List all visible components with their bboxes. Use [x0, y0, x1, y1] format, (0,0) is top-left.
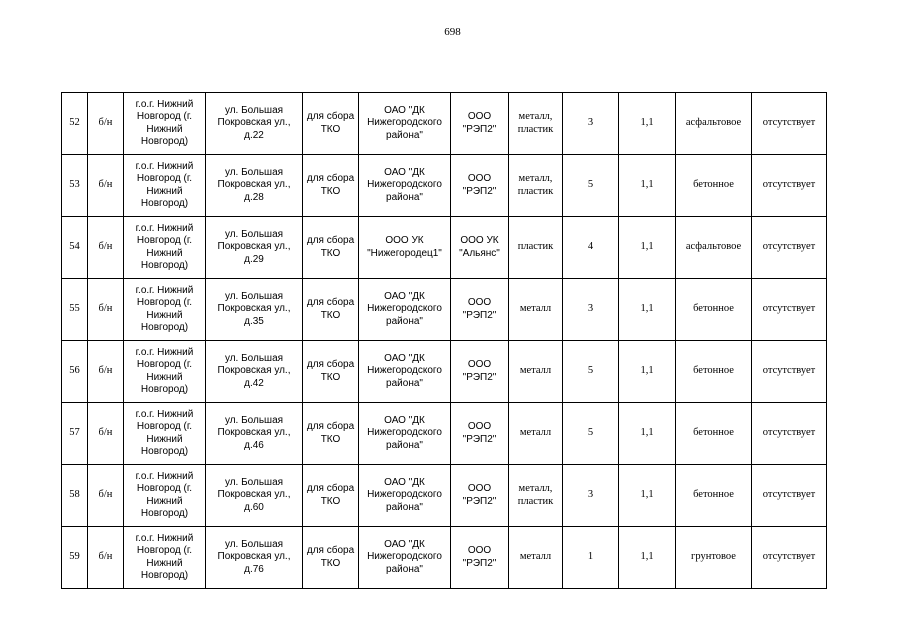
- fence-cell: отсутствует: [752, 403, 827, 465]
- purpose-cell: для сбора ТКО: [303, 527, 359, 589]
- surface-cell: бетонное: [676, 341, 752, 403]
- container-count-cell: 3: [563, 465, 619, 527]
- fence-cell: отсутствует: [752, 155, 827, 217]
- container-count-cell: 3: [563, 93, 619, 155]
- container-volume-cell: 1,1: [619, 155, 676, 217]
- table-row: [62, 527, 827, 589]
- purpose-cell: для сбора ТКО: [303, 93, 359, 155]
- table-row: [62, 155, 827, 217]
- settlement-cell: г.о.г. Нижний Новгород (г. Нижний Новгород): [124, 93, 206, 155]
- container-count-cell: 1: [563, 527, 619, 589]
- address-cell: ул. Большая Покровская ул., д.35: [206, 279, 303, 341]
- page-number: 698: [444, 26, 461, 38]
- container-count-cell: 5: [563, 403, 619, 465]
- purpose-cell: для сбора ТКО: [303, 279, 359, 341]
- surface-cell: бетонное: [676, 155, 752, 217]
- settlement-cell: г.о.г. Нижний Новгород (г. Нижний Новгород): [124, 465, 206, 527]
- purpose-cell: для сбора ТКО: [303, 465, 359, 527]
- table-row: [62, 465, 827, 527]
- address-cell: ул. Большая Покровская ул., д.76: [206, 527, 303, 589]
- address-cell: ул. Большая Покровская ул., д.29: [206, 217, 303, 279]
- row-number-cell: 54: [62, 217, 88, 279]
- row-number-cell: 55: [62, 279, 88, 341]
- owner-cell: ОАО "ДК Нижегородского района": [359, 465, 451, 527]
- fence-cell: отсутствует: [752, 527, 827, 589]
- table-row: [62, 93, 827, 155]
- surface-cell: бетонное: [676, 279, 752, 341]
- row-number-cell: 52: [62, 93, 88, 155]
- owner-cell: ОАО "ДК Нижегородского района": [359, 93, 451, 155]
- container-volume-cell: 1,1: [619, 341, 676, 403]
- operator-cell: ООО "РЭП2": [451, 465, 509, 527]
- surface-cell: бетонное: [676, 465, 752, 527]
- container-volume-cell: 1,1: [619, 527, 676, 589]
- owner-cell: ОАО "ДК Нижегородского района": [359, 403, 451, 465]
- settlement-cell: г.о.г. Нижний Новгород (г. Нижний Новгород): [124, 403, 206, 465]
- settlement-cell: г.о.г. Нижний Новгород (г. Нижний Новгород): [124, 341, 206, 403]
- material-cell: металл: [509, 341, 563, 403]
- fence-cell: отсутствует: [752, 465, 827, 527]
- settlement-cell: г.о.г. Нижний Новгород (г. Нижний Новгород): [124, 527, 206, 589]
- registry-number-cell: б/н: [88, 93, 124, 155]
- row-number-cell: 59: [62, 527, 88, 589]
- operator-cell: ООО "РЭП2": [451, 527, 509, 589]
- material-cell: пластик: [509, 217, 563, 279]
- material-cell: металл: [509, 279, 563, 341]
- address-cell: ул. Большая Покровская ул., д.28: [206, 155, 303, 217]
- operator-cell: ООО "РЭП2": [451, 93, 509, 155]
- address-cell: ул. Большая Покровская ул., д.22: [206, 93, 303, 155]
- operator-cell: ООО "РЭП2": [451, 341, 509, 403]
- owner-cell: ООО УК "Нижегородец1": [359, 217, 451, 279]
- settlement-cell: г.о.г. Нижний Новгород (г. Нижний Новгород): [124, 155, 206, 217]
- row-number-cell: 58: [62, 465, 88, 527]
- settlement-cell: г.о.г. Нижний Новгород (г. Нижний Новгород): [124, 279, 206, 341]
- operator-cell: ООО "РЭП2": [451, 155, 509, 217]
- fence-cell: отсутствует: [752, 341, 827, 403]
- material-cell: металл: [509, 403, 563, 465]
- registry-number-cell: б/н: [88, 403, 124, 465]
- registry-table: [61, 92, 827, 589]
- purpose-cell: для сбора ТКО: [303, 403, 359, 465]
- address-cell: ул. Большая Покровская ул., д.46: [206, 403, 303, 465]
- surface-cell: бетонное: [676, 403, 752, 465]
- fence-cell: отсутствует: [752, 279, 827, 341]
- container-volume-cell: 1,1: [619, 217, 676, 279]
- owner-cell: ОАО "ДК Нижегородского района": [359, 341, 451, 403]
- settlement-cell: г.о.г. Нижний Новгород (г. Нижний Новгород): [124, 217, 206, 279]
- table-row: [62, 279, 827, 341]
- fence-cell: отсутствует: [752, 217, 827, 279]
- container-volume-cell: 1,1: [619, 279, 676, 341]
- address-cell: ул. Большая Покровская ул., д.60: [206, 465, 303, 527]
- material-cell: металл: [509, 527, 563, 589]
- material-cell: металл, пластик: [509, 465, 563, 527]
- operator-cell: ООО "РЭП2": [451, 403, 509, 465]
- purpose-cell: для сбора ТКО: [303, 341, 359, 403]
- address-cell: ул. Большая Покровская ул., д.42: [206, 341, 303, 403]
- row-number-cell: 57: [62, 403, 88, 465]
- material-cell: металл, пластик: [509, 155, 563, 217]
- registry-number-cell: б/н: [88, 279, 124, 341]
- owner-cell: ОАО "ДК Нижегородского района": [359, 279, 451, 341]
- table-row: [62, 217, 827, 279]
- registry-number-cell: б/н: [88, 527, 124, 589]
- registry-number-cell: б/н: [88, 341, 124, 403]
- surface-cell: грунтовое: [676, 527, 752, 589]
- table-row: [62, 341, 827, 403]
- material-cell: металл, пластик: [509, 93, 563, 155]
- operator-cell: ООО "РЭП2": [451, 279, 509, 341]
- container-volume-cell: 1,1: [619, 93, 676, 155]
- container-count-cell: 4: [563, 217, 619, 279]
- container-count-cell: 5: [563, 155, 619, 217]
- owner-cell: ОАО "ДК Нижегородского района": [359, 527, 451, 589]
- registry-number-cell: б/н: [88, 155, 124, 217]
- row-number-cell: 56: [62, 341, 88, 403]
- container-count-cell: 5: [563, 341, 619, 403]
- registry-number-cell: б/н: [88, 465, 124, 527]
- container-volume-cell: 1,1: [619, 403, 676, 465]
- container-volume-cell: 1,1: [619, 465, 676, 527]
- operator-cell: ООО УК "Альянс": [451, 217, 509, 279]
- owner-cell: ОАО "ДК Нижегородского района": [359, 155, 451, 217]
- registry-number-cell: б/н: [88, 217, 124, 279]
- row-number-cell: 53: [62, 155, 88, 217]
- table-row: [62, 403, 827, 465]
- purpose-cell: для сбора ТКО: [303, 155, 359, 217]
- container-count-cell: 3: [563, 279, 619, 341]
- fence-cell: отсутствует: [752, 93, 827, 155]
- surface-cell: асфальтовое: [676, 217, 752, 279]
- surface-cell: асфальтовое: [676, 93, 752, 155]
- purpose-cell: для сбора ТКО: [303, 217, 359, 279]
